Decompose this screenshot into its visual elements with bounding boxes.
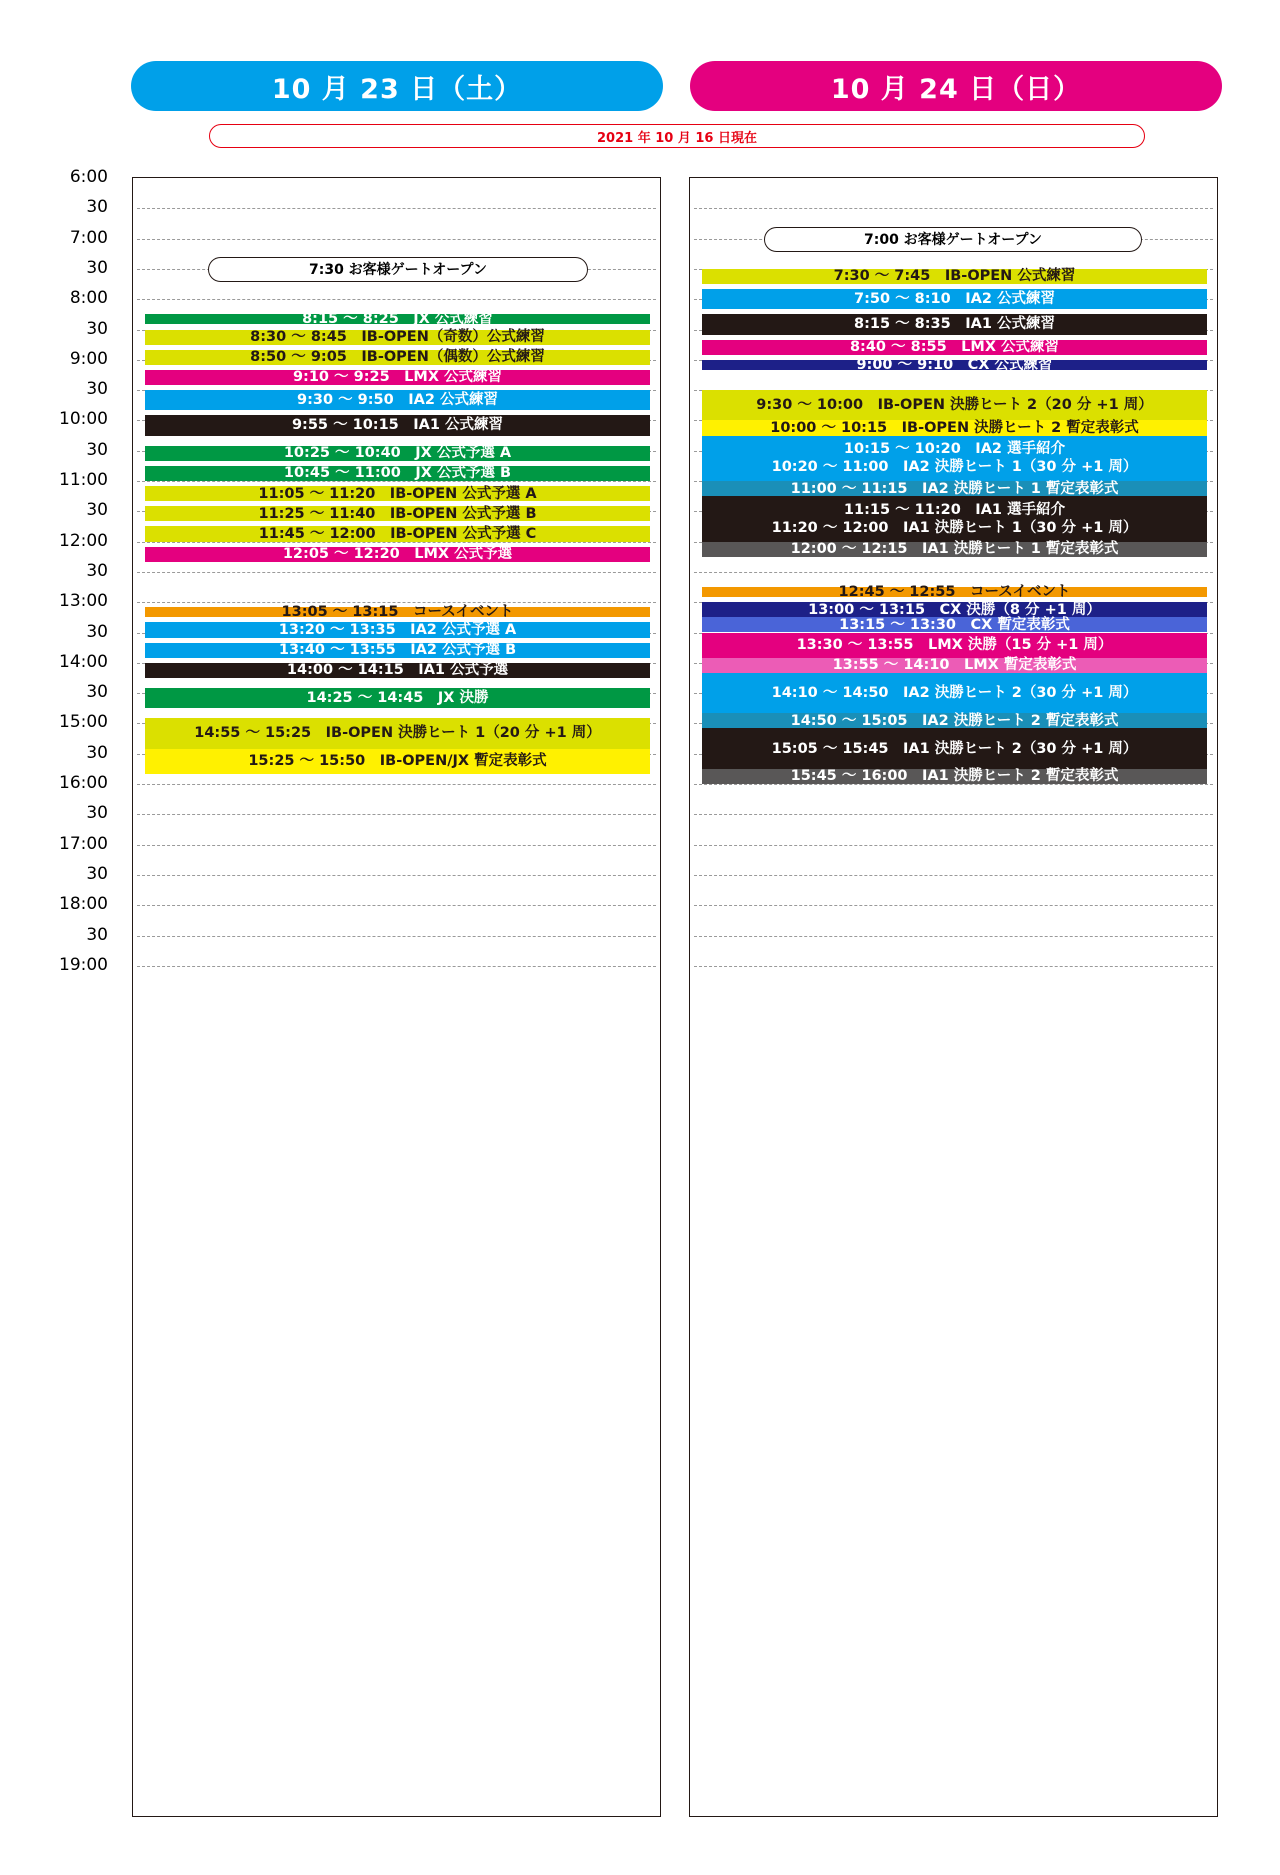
schedule-event (145, 446, 650, 461)
event-label: 10:15 ～ 10:20 IA2 選手紹介 (843, 441, 1066, 458)
schedule-event (145, 350, 650, 365)
event-label: 9:30 ～ 9:50 IA2 公式練習 (297, 392, 498, 409)
event-label: 14:50 ～ 15:05 IA2 決勝ヒート 2 暫定表彰式 (790, 712, 1119, 729)
schedule-event (702, 584, 1207, 601)
event-label: 15:25 ～ 15:50 IB-OPEN/JX 暫定表彰式 (248, 753, 547, 770)
grid-line (137, 784, 656, 785)
schedule-event (145, 466, 650, 481)
event-label: 13:30 ～ 13:55 LMX 決勝（15 分 +1 周） (796, 637, 1113, 654)
time-label: 7:00 (69, 227, 108, 248)
schedule-event (145, 390, 650, 410)
time-label: 6:00 (69, 167, 108, 187)
event-label: 8:15 ～ 8:35 IA1 公式練習 (854, 316, 1055, 333)
time-label: 30 (86, 924, 108, 945)
time-label: 10:00 (59, 409, 108, 430)
time-label: 13:00 (59, 591, 108, 612)
as-of-date-badge: 2021 年 10 月 16 日現在 (209, 124, 1145, 148)
event-label-secondary: 11:20 ～ 12:00 IA1 決勝ヒート 1（30 分 +1 周） (771, 519, 1138, 536)
time-label: 30 (86, 560, 108, 581)
schedule-event (702, 289, 1207, 309)
event-label: 10:45 ～ 11:00 JX 公式予選 B (283, 465, 512, 482)
schedule-event (702, 420, 1207, 435)
schedule-event (145, 311, 650, 328)
event-label: 14:55 ～ 15:25 IB-OPEN 決勝ヒート 1（20 分 +1 周） (194, 725, 601, 742)
event-label: 12:45 ～ 12:55 コースイベント (838, 584, 1071, 601)
grid-line (137, 814, 656, 815)
schedule-event (702, 769, 1207, 784)
event-label: 9:30 ～ 10:00 IB-OPEN 決勝ヒート 2（20 分 +1 周） (756, 397, 1153, 414)
schedule-event (702, 713, 1207, 728)
event-label: 13:05 ～ 13:15 コースイベント (281, 604, 514, 621)
grid-line (137, 239, 656, 240)
grid-line (694, 875, 1213, 876)
time-label: 30 (86, 257, 108, 278)
schedule-event (145, 370, 650, 385)
time-label: 30 (86, 742, 108, 763)
event-label: 7:30 ～ 7:45 IB-OPEN 公式練習 (833, 268, 1076, 285)
schedule-event (145, 415, 650, 435)
time-label: 30 (86, 803, 108, 824)
time-label: 12:00 (59, 530, 108, 551)
time-label: 9:00 (69, 348, 108, 369)
event-label: 15:05 ～ 15:45 IA1 決勝ヒート 2（30 分 +1 周） (771, 740, 1138, 757)
event-label: 11:45 ～ 12:00 IB-OPEN 公式予選 C (258, 526, 537, 543)
grid-line (137, 966, 656, 967)
event-label: 13:00 ～ 13:15 CX 決勝（8 分 +1 周） (808, 601, 1101, 618)
event-label: 8:50 ～ 9:05 IB-OPEN（偶数）公式練習 (250, 349, 545, 366)
schedule-event (145, 622, 650, 637)
event-label: 10:25 ～ 10:40 JX 公式予選 A (283, 445, 512, 462)
event-label: 14:00 ～ 14:15 IA1 公式予選 (286, 662, 509, 679)
schedule-event (145, 749, 650, 774)
grid-line (137, 208, 656, 209)
day2-header: 10 月 24 日（日） (690, 61, 1222, 111)
time-label: 14:00 (59, 651, 108, 672)
gate-open-badge: 7:30 お客様ゲートオープン (208, 257, 588, 282)
grid-line (137, 936, 656, 937)
event-label: 9:10 ～ 9:25 LMX 公式練習 (292, 369, 503, 386)
schedule-event (702, 390, 1207, 420)
time-label: 30 (86, 379, 108, 400)
time-label: 30 (86, 197, 108, 218)
schedule-event (145, 718, 650, 748)
event-label: 11:15 ～ 11:20 IA1 選手紹介 (843, 501, 1066, 518)
grid-line (137, 299, 656, 300)
event-label: 14:25 ～ 14:45 JX 決勝 (306, 690, 489, 707)
event-label: 11:25 ～ 11:40 IB-OPEN 公式予選 B (258, 505, 537, 522)
time-label: 8:00 (69, 288, 108, 309)
schedule-event (702, 617, 1207, 632)
time-label: 17:00 (59, 833, 108, 854)
event-label: 12:05 ～ 12:20 LMX 公式予選 (282, 546, 513, 563)
schedule-event (702, 269, 1207, 284)
event-label: 15:45 ～ 16:00 IA1 決勝ヒート 2 暫定表彰式 (790, 768, 1119, 785)
event-label: 11:05 ～ 11:20 IB-OPEN 公式予選 A (258, 485, 537, 502)
grid-line (137, 845, 656, 846)
gate-open-badge: 7:00 お客様ゲートオープン (764, 227, 1142, 252)
time-label: 30 (86, 621, 108, 642)
schedule-event (145, 547, 650, 562)
event-label: 9:55 ～ 10:15 IA1 公式練習 (291, 417, 504, 434)
event-label: 11:00 ～ 11:15 IA2 決勝ヒート 1 暫定表彰式 (790, 480, 1119, 497)
grid-line (694, 905, 1213, 906)
schedule-event (702, 340, 1207, 355)
schedule-event (145, 604, 650, 621)
event-label: 12:00 ～ 12:15 IA1 決勝ヒート 1 暫定表彰式 (790, 541, 1119, 558)
schedule-event (145, 506, 650, 521)
schedule-event (702, 673, 1207, 713)
event-label: 13:55 ～ 14:10 LMX 暫定表彰式 (832, 657, 1077, 674)
event-label: 8:40 ～ 8:55 LMX 公式練習 (849, 339, 1060, 356)
time-label: 11:00 (59, 470, 108, 490)
event-label: 8:30 ～ 8:45 IB-OPEN（奇数）公式練習 (250, 329, 545, 346)
schedule-event (145, 663, 650, 678)
day1-header: 10 月 23 日（土） (131, 61, 663, 111)
event-label: 7:50 ～ 8:10 IA2 公式練習 (854, 291, 1055, 308)
time-label: 30 (86, 318, 108, 339)
schedule-event (145, 330, 650, 345)
time-label: 30 (86, 682, 108, 703)
time-label: 15:00 (59, 712, 108, 733)
schedule-event (702, 728, 1207, 768)
event-label: 13:20 ～ 13:35 IA2 公式予選 A (278, 621, 517, 638)
grid-line (694, 814, 1213, 815)
event-label: 8:15 ～ 8:25 JX 公式練習 (302, 311, 493, 328)
schedule-event (145, 643, 650, 658)
event-label: 13:15 ～ 13:30 CX 暫定表彰式 (839, 616, 1070, 633)
grid-line (137, 572, 656, 573)
event-label-secondary: 10:20 ～ 11:00 IA2 決勝ヒート 1（30 分 +1 周） (771, 459, 1138, 476)
grid-line (137, 905, 656, 906)
schedule-event (702, 633, 1207, 658)
event-label: 9:00 ～ 9:10 CX 公式練習 (856, 356, 1053, 373)
event-label: 13:40 ～ 13:55 IA2 公式予選 B (278, 642, 517, 659)
schedule-event (702, 436, 1207, 481)
grid-line (694, 208, 1213, 209)
schedule-event (145, 526, 650, 541)
schedule-event (702, 314, 1207, 334)
event-label: 14:10 ～ 14:50 IA2 決勝ヒート 2（30 分 +1 周） (771, 685, 1138, 702)
day2-schedule-column (689, 177, 1218, 1817)
grid-line (694, 966, 1213, 967)
grid-line (694, 572, 1213, 573)
schedule-event (702, 481, 1207, 496)
time-label: 30 (86, 439, 108, 460)
time-label: 30 (86, 863, 108, 884)
schedule-event (702, 658, 1207, 673)
grid-line (137, 875, 656, 876)
grid-line (694, 845, 1213, 846)
time-label: 16:00 (59, 773, 108, 793)
time-label: 30 (86, 500, 108, 521)
grid-line (694, 936, 1213, 937)
event-label: 10:00 ～ 10:15 IB-OPEN 決勝ヒート 2 暫定表彰式 (770, 419, 1139, 436)
schedule-event (145, 688, 650, 708)
schedule-event (145, 486, 650, 501)
time-label: 18:00 (59, 894, 108, 915)
schedule-event (702, 496, 1207, 541)
schedule-event (702, 542, 1207, 557)
day1-schedule-column (132, 177, 661, 1817)
schedule-event (702, 356, 1207, 373)
time-label: 19:00 (59, 954, 108, 975)
